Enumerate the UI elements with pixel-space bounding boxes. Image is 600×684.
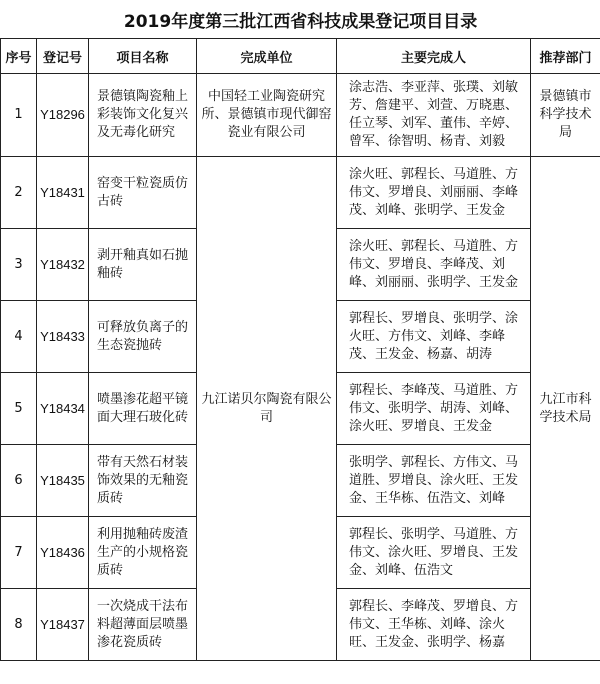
merged-dept: 九江市科学技术局 (531, 157, 600, 661)
row-people: 涂火旺、郭程长、马道胜、方伟文、罗增良、李峰茂、刘峰、刘丽丽、张明学、王发金 (337, 229, 531, 301)
row-code: Y18437 (37, 589, 89, 661)
row-no: 7 (1, 517, 37, 589)
row-people: 张明学、郭程长、方伟文、马道胜、罗增良、涂火旺、王发金、王华栋、伍浩文、刘峰 (337, 445, 531, 517)
row-code: Y18432 (37, 229, 89, 301)
header-row (1, 39, 600, 74)
row-no: 1 (1, 74, 37, 157)
table-row (1, 74, 600, 157)
row-code: Y18296 (37, 74, 89, 157)
row-unit: 中国轻工业陶瓷研究所、景德镇市现代御窑瓷业有限公司 (197, 74, 337, 157)
row-code: Y18435 (37, 445, 89, 517)
row-people: 郭程长、李峰茂、马道胜、方伟文、张明学、胡涛、刘峰、涂火旺、罗增良、王发金 (337, 373, 531, 445)
row-code: Y18436 (37, 517, 89, 589)
header-no: 序号 (1, 39, 37, 74)
header-dept: 推荐部门 (531, 39, 600, 74)
table-row (1, 157, 600, 229)
row-name: 剥开釉真如石抛釉砖 (89, 229, 197, 301)
row-name: 窑变干粒瓷质仿古砖 (89, 157, 197, 229)
row-no: 2 (1, 157, 37, 229)
header-people: 主要完成人 (337, 39, 531, 74)
row-no: 3 (1, 229, 37, 301)
row-dept: 景德镇市科学技术局 (531, 74, 600, 157)
row-people: 郭程长、李峰茂、罗增良、方伟文、王华栋、刘峰、涂火旺、王发金、张明学、杨嘉 (337, 589, 531, 661)
row-code: Y18431 (37, 157, 89, 229)
row-people: 郭程长、罗增良、张明学、涂火旺、方伟文、刘峰、李峰茂、王发金、杨嘉、胡涛 (337, 301, 531, 373)
row-name: 利用抛釉砖废渣生产的小规格瓷质砖 (89, 517, 197, 589)
row-no: 4 (1, 301, 37, 373)
row-people: 涂志浩、李亚萍、张璞、刘敏芳、詹建平、刘萱、万晓惠、任立琴、刘军、董伟、辛婷、曾军、徐智明、杨青、刘毅 (337, 74, 531, 157)
row-no: 6 (1, 445, 37, 517)
header-code: 登记号 (37, 39, 89, 74)
row-name: 喷墨渗花超平镜面大理石玻化砖 (89, 373, 197, 445)
merged-unit: 九江诺贝尔陶瓷有限公司 (197, 157, 337, 661)
row-name: 景德镇陶瓷釉上彩装饰文化复兴及无毒化研究 (89, 74, 197, 157)
row-code: Y18434 (37, 373, 89, 445)
header-unit: 完成单位 (197, 39, 337, 74)
row-people: 郭程长、张明学、马道胜、方伟文、涂火旺、罗增良、王发金、刘峰、伍浩文 (337, 517, 531, 589)
row-no: 5 (1, 373, 37, 445)
page-title: 2019年度第三批江西省科技成果登记项目目录 (1, 0, 600, 39)
row-people: 涂火旺、郭程长、马道胜、方伟文、罗增良、刘丽丽、李峰茂、刘峰、张明学、王发金 (337, 157, 531, 229)
row-code: Y18433 (37, 301, 89, 373)
row-no: 8 (1, 589, 37, 661)
row-name: 一次烧成干法布料超薄面层喷墨渗花瓷质砖 (89, 589, 197, 661)
header-name: 项目名称 (89, 39, 197, 74)
row-name: 可释放负离子的生态瓷抛砖 (89, 301, 197, 373)
row-name: 带有天然石材装饰效果的无釉瓷质砖 (89, 445, 197, 517)
